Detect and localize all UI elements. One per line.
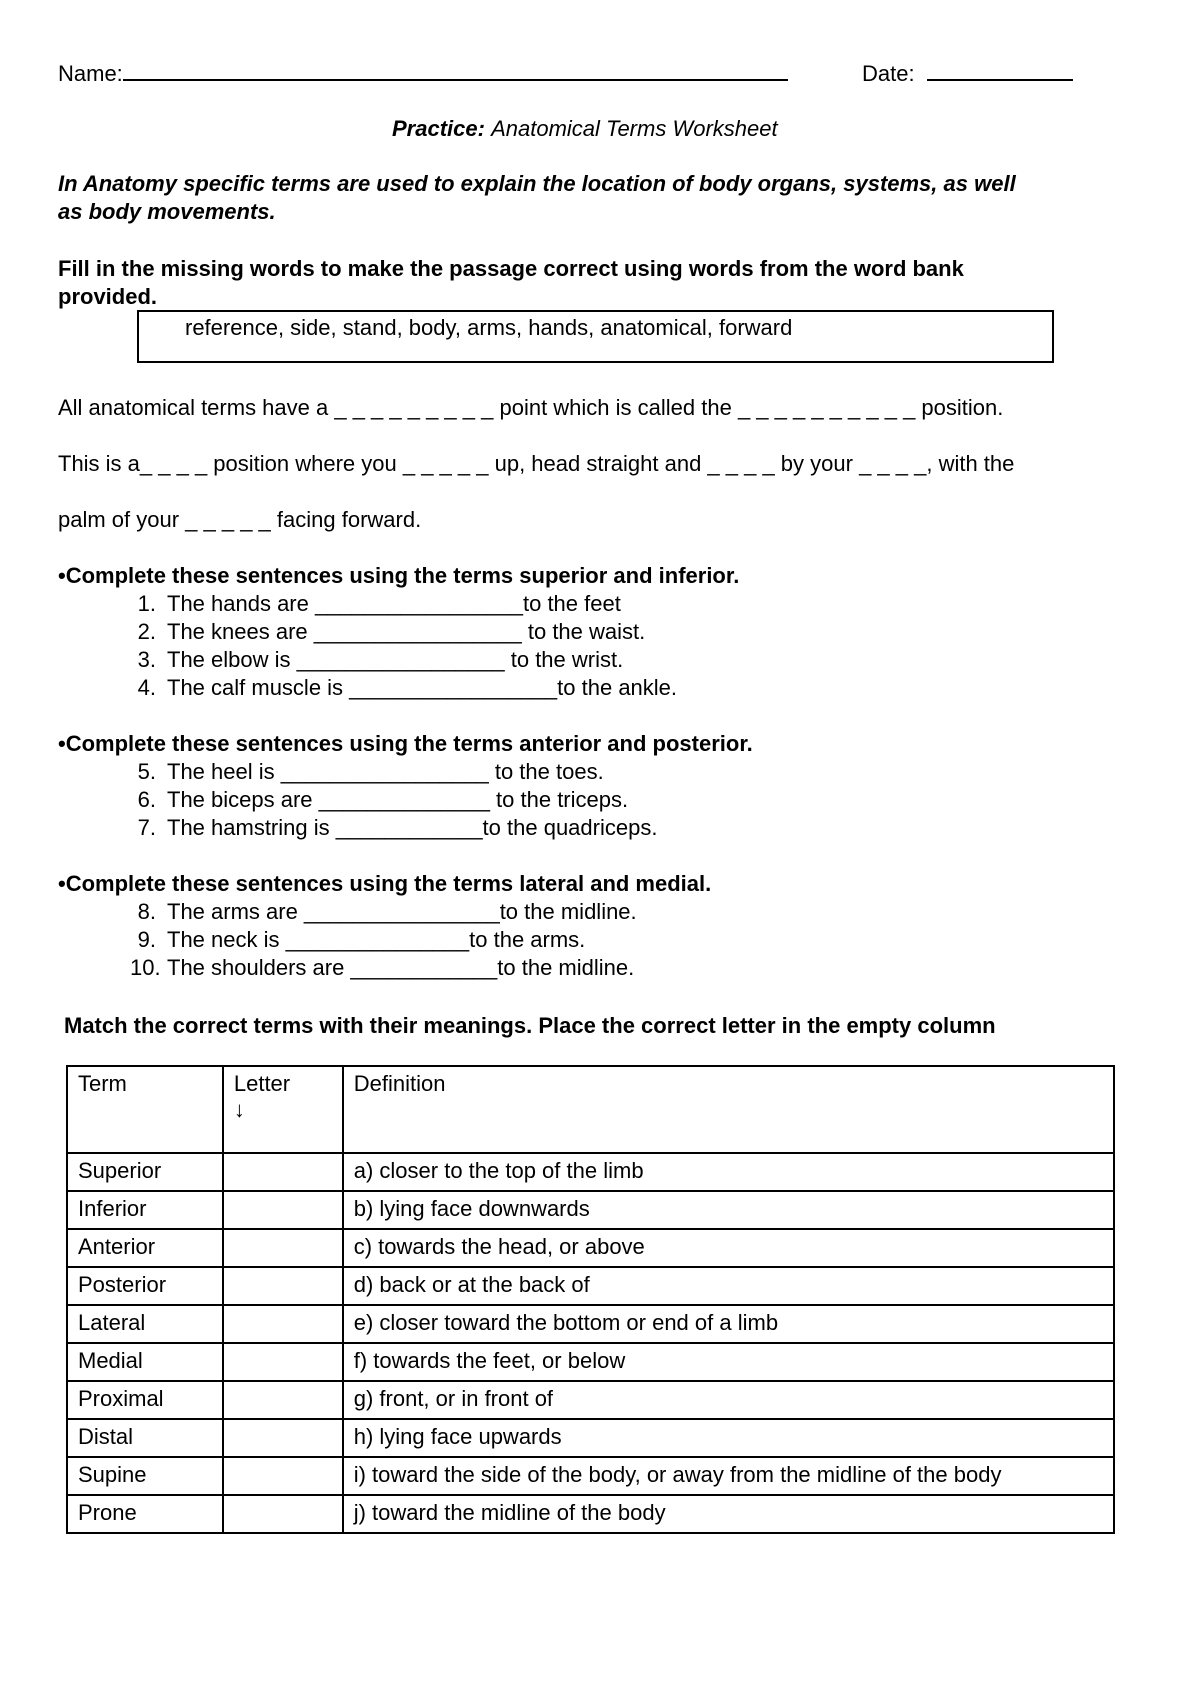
arrow-down-icon: ↓ — [233, 1097, 245, 1122]
question-text: The knees are _________________ to the waist. — [167, 619, 646, 644]
term-cell: Medial — [67, 1343, 223, 1381]
header-definition: Definition — [343, 1066, 1114, 1153]
letter-cell[interactable] — [223, 1419, 343, 1457]
letter-cell[interactable] — [223, 1267, 343, 1305]
table-row — [67, 1419, 1114, 1457]
term-cell: Distal — [67, 1419, 223, 1457]
term-cell: Prone — [67, 1495, 223, 1533]
question-number: 8. — [137, 899, 156, 924]
definition-cell: i) toward the side of the body, or away from the midline of the body — [343, 1457, 1114, 1495]
question-number: 2. — [137, 619, 156, 644]
intro-line-2: as body movements. — [58, 199, 276, 224]
question-text: The hamstring is ____________to the quadriceps. — [167, 815, 658, 840]
header-term: Term — [67, 1066, 223, 1153]
table-row — [67, 1153, 1114, 1191]
question-number: 9. — [137, 927, 156, 952]
question-text: The shoulders are ____________to the midline. — [167, 955, 635, 980]
term-cell: Supine — [67, 1457, 223, 1495]
word-bank-text: reference, side, stand, body, arms, hands, anatomical, forward — [185, 315, 793, 340]
table-row — [67, 1457, 1114, 1495]
term-cell: Inferior — [67, 1191, 223, 1229]
question-number: 10. — [130, 955, 161, 980]
question-text: The biceps are ______________ to the triceps. — [167, 787, 629, 812]
date-field[interactable] — [862, 59, 1073, 88]
table-row — [67, 1305, 1114, 1343]
question-number: 5. — [137, 759, 156, 784]
definition-cell: d) back or at the back of — [343, 1267, 1114, 1305]
title-rest: Anatomical Terms Worksheet — [491, 116, 778, 141]
name-label: Name: — [58, 61, 123, 86]
letter-cell[interactable] — [223, 1381, 343, 1419]
letter-cell[interactable] — [223, 1457, 343, 1495]
question-number: 4. — [137, 675, 156, 700]
section-heading-anterior-posterior: •Complete these sentences using the terms anterior and posterior. — [58, 731, 753, 756]
question-text: The hands are _________________to the feet — [167, 591, 621, 616]
passage-line-1: All anatomical terms have a _ _ _ _ _ _ _ _ _ point which is called the _ _ _ _ _ _ _ _ _ _ position. — [58, 395, 1004, 420]
intro-line-1: In Anatomy specific terms are used to explain the location of body organs, systems, as well — [58, 171, 1016, 196]
letter-cell[interactable] — [223, 1343, 343, 1381]
date-label: Date: — [862, 61, 915, 86]
term-cell: Anterior — [67, 1229, 223, 1267]
word-bank-box — [137, 310, 1054, 363]
header-letter — [223, 1066, 343, 1153]
passage-line-2: This is a_ _ _ _ position where you _ _ _ _ _ up, head straight and _ _ _ _ by your _ _ _ _, with the — [58, 451, 1015, 476]
matching-table — [66, 1065, 1115, 1534]
section-heading-superior-inferior: •Complete these sentences using the terms superior and inferior. — [58, 563, 740, 588]
question-text: The neck is _______________to the arms. — [167, 927, 586, 952]
question-text: The calf muscle is _________________to the ankle. — [167, 675, 678, 700]
definition-cell: g) front, or in front of — [343, 1381, 1114, 1419]
instructions-line-1: Fill in the missing words to make the passage correct using words from the word bank — [58, 256, 964, 281]
definition-cell: j) toward the midline of the body — [343, 1495, 1114, 1533]
title-bold: Practice: — [392, 116, 485, 141]
definition-cell: b) lying face downwards — [343, 1191, 1114, 1229]
question-text: The heel is _________________ to the toes. — [167, 759, 604, 784]
term-cell: Superior — [67, 1153, 223, 1191]
question-number: 6. — [137, 787, 156, 812]
table-row — [67, 1495, 1114, 1533]
question-number: 1. — [137, 591, 156, 616]
table-row — [67, 1191, 1114, 1229]
page-title — [392, 115, 778, 143]
name-field[interactable] — [58, 59, 788, 88]
match-instruction: Match the correct terms with their meanings. Place the correct letter in the empty column — [64, 1013, 996, 1038]
question-number: 3. — [137, 647, 156, 672]
definition-cell: e) closer toward the bottom or end of a limb — [343, 1305, 1114, 1343]
term-cell: Lateral — [67, 1305, 223, 1343]
letter-cell[interactable] — [223, 1153, 343, 1191]
definition-cell: a) closer to the top of the limb — [343, 1153, 1114, 1191]
table-row — [67, 1381, 1114, 1419]
definition-cell: h) lying face upwards — [343, 1419, 1114, 1457]
letter-cell[interactable] — [223, 1305, 343, 1343]
table-header-row — [67, 1066, 1114, 1153]
date-line[interactable] — [927, 59, 1073, 81]
passage-line-3: palm of your _ _ _ _ _ facing forward. — [58, 507, 422, 532]
definition-cell: f) towards the feet, or below — [343, 1343, 1114, 1381]
section-heading-lateral-medial: •Complete these sentences using the terms lateral and medial. — [58, 871, 712, 896]
definition-cell: c) towards the head, or above — [343, 1229, 1114, 1267]
term-cell: Posterior — [67, 1267, 223, 1305]
name-line[interactable] — [123, 59, 788, 81]
letter-cell[interactable] — [223, 1229, 343, 1267]
letter-cell[interactable] — [223, 1191, 343, 1229]
question-text: The arms are ________________to the midline. — [167, 899, 637, 924]
table-row — [67, 1229, 1114, 1267]
header-letter-label: Letter — [233, 1071, 291, 1096]
question-number: 7. — [137, 815, 156, 840]
question-text: The elbow is _________________ to the wrist. — [167, 647, 624, 672]
table-row — [67, 1343, 1114, 1381]
table-row — [67, 1267, 1114, 1305]
instructions-line-2: provided. — [58, 284, 158, 309]
term-cell: Proximal — [67, 1381, 223, 1419]
letter-cell[interactable] — [223, 1495, 343, 1533]
